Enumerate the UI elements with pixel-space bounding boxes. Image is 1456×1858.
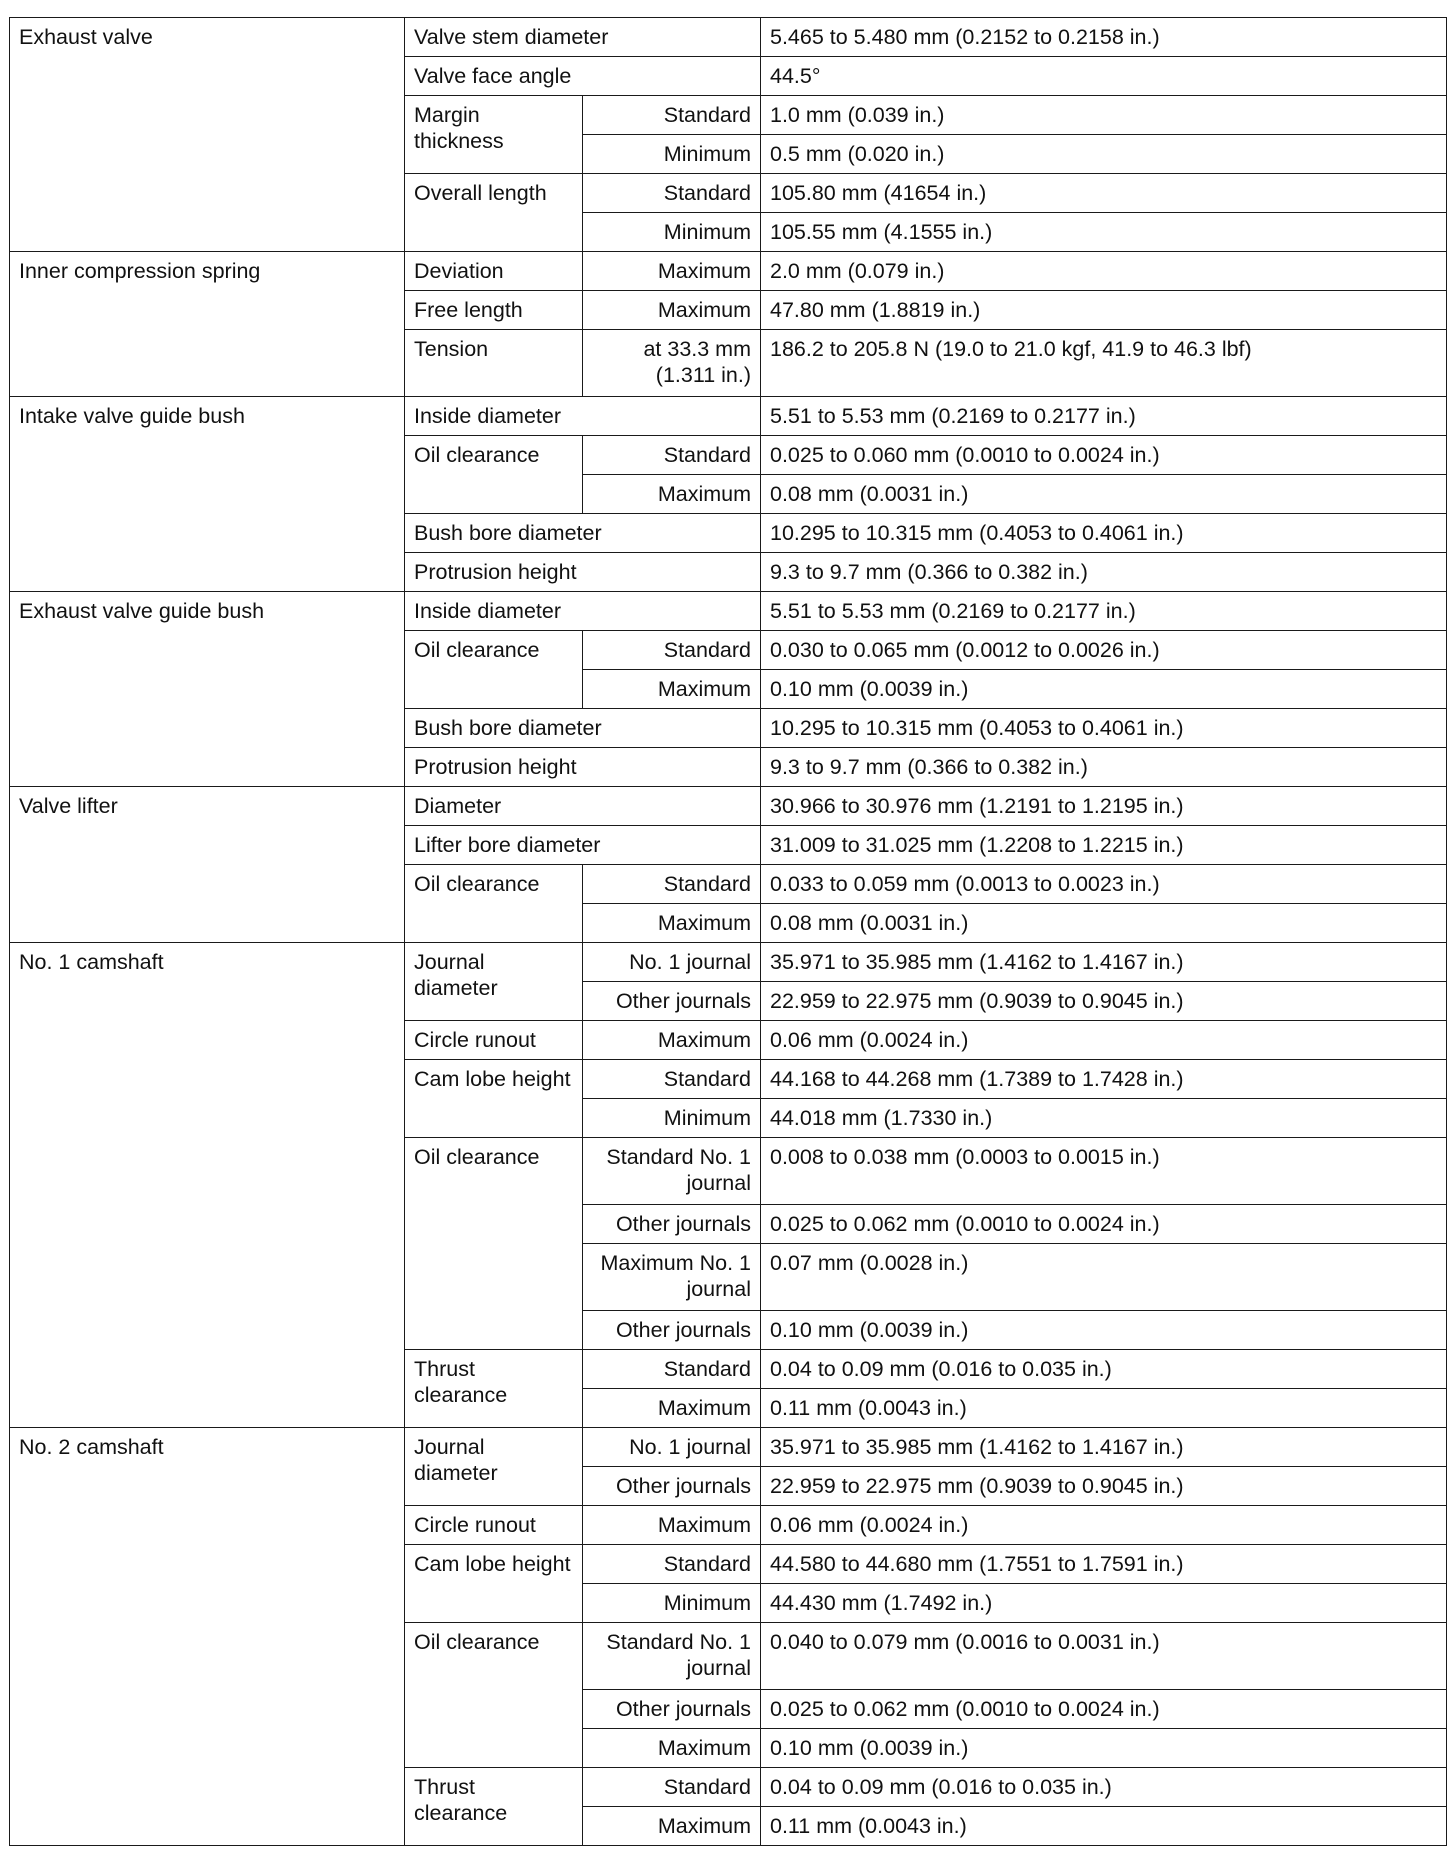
- condition-cell: Standard: [583, 1060, 761, 1099]
- item-name: Overall length: [405, 174, 583, 252]
- item-name: Tension: [405, 330, 583, 397]
- spec-value: 0.06 mm (0.0024 in.): [761, 1021, 1447, 1060]
- spec-value: 5.51 to 5.53 mm (0.2169 to 0.2177 in.): [761, 592, 1447, 631]
- condition-cell: Maximum: [583, 475, 761, 514]
- item-name: Oil clearance: [405, 865, 583, 943]
- item-name: Diameter: [405, 787, 761, 826]
- condition-cell: Maximum: [583, 1506, 761, 1545]
- item-name: Journal diameter: [405, 1428, 583, 1506]
- condition-cell: Maximum: [583, 1021, 761, 1060]
- spec-value: 105.55 mm (4.1555 in.): [761, 213, 1447, 252]
- condition-cell: No. 1 journal: [583, 1428, 761, 1467]
- table-row: [10, 592, 1447, 631]
- condition-cell: Other journals: [583, 1467, 761, 1506]
- condition-cell: Standard: [583, 436, 761, 475]
- item-name: Valve face angle: [405, 57, 761, 96]
- condition-cell: Standard: [583, 1768, 761, 1807]
- spec-value: 5.465 to 5.480 mm (0.2152 to 0.2158 in.): [761, 18, 1447, 57]
- spec-value: 5.51 to 5.53 mm (0.2169 to 0.2177 in.): [761, 397, 1447, 436]
- item-name: Free length: [405, 291, 583, 330]
- spec-value: 0.07 mm (0.0028 in.): [761, 1244, 1447, 1311]
- spec-value: 0.025 to 0.060 mm (0.0010 to 0.0024 in.): [761, 436, 1447, 475]
- spec-value: 10.295 to 10.315 mm (0.4053 to 0.4061 in.): [761, 709, 1447, 748]
- item-name: Margin thickness: [405, 96, 583, 174]
- condition-cell: Maximum: [583, 904, 761, 943]
- condition-cell: Standard: [583, 1545, 761, 1584]
- spec-value: 2.0 mm (0.079 in.): [761, 252, 1447, 291]
- condition-cell: Maximum: [583, 252, 761, 291]
- condition-cell: Standard No. 1 journal: [583, 1138, 761, 1205]
- condition-cell: Maximum: [583, 1807, 761, 1846]
- condition-cell: Other journals: [583, 982, 761, 1021]
- condition-cell: Other journals: [583, 1690, 761, 1729]
- spec-value: 0.11 mm (0.0043 in.): [761, 1389, 1447, 1428]
- specification-table: [9, 17, 1447, 1846]
- condition-cell: Maximum: [583, 1389, 761, 1428]
- spec-value: 35.971 to 35.985 mm (1.4162 to 1.4167 in.): [761, 1428, 1447, 1467]
- condition-cell: No. 1 journal: [583, 943, 761, 982]
- item-name: Bush bore diameter: [405, 709, 761, 748]
- component-name: Inner compression spring: [10, 252, 405, 397]
- item-name: Oil clearance: [405, 1138, 583, 1350]
- item-name: Oil clearance: [405, 1623, 583, 1768]
- table-row: [10, 943, 1447, 982]
- spec-value: 10.295 to 10.315 mm (0.4053 to 0.4061 in.): [761, 514, 1447, 553]
- condition-cell: Standard: [583, 96, 761, 135]
- item-name: Protrusion height: [405, 553, 761, 592]
- item-name: Journal diameter: [405, 943, 583, 1021]
- spec-value: 186.2 to 205.8 N (19.0 to 21.0 kgf, 41.9 to 46.3 lbf): [761, 330, 1447, 397]
- spec-value: 44.018 mm (1.7330 in.): [761, 1099, 1447, 1138]
- table-row: [10, 18, 1447, 57]
- condition-cell: Standard: [583, 631, 761, 670]
- spec-value: 0.008 to 0.038 mm (0.0003 to 0.0015 in.): [761, 1138, 1447, 1205]
- spec-value: 44.5°: [761, 57, 1447, 96]
- spec-value: 0.5 mm (0.020 in.): [761, 135, 1447, 174]
- condition-cell: Minimum: [583, 1584, 761, 1623]
- spec-value: 0.10 mm (0.0039 in.): [761, 1311, 1447, 1350]
- item-name: Thrust clearance: [405, 1350, 583, 1428]
- specification-table-body: [10, 18, 1447, 1846]
- condition-cell: Maximum: [583, 670, 761, 709]
- item-name: Lifter bore diameter: [405, 826, 761, 865]
- spec-value: 0.040 to 0.079 mm (0.0016 to 0.0031 in.): [761, 1623, 1447, 1690]
- spec-value: 1.0 mm (0.039 in.): [761, 96, 1447, 135]
- condition-cell: Other journals: [583, 1311, 761, 1350]
- spec-value: 0.11 mm (0.0043 in.): [761, 1807, 1447, 1846]
- item-name: Cam lobe height: [405, 1060, 583, 1138]
- item-name: Protrusion height: [405, 748, 761, 787]
- spec-value: 35.971 to 35.985 mm (1.4162 to 1.4167 in.): [761, 943, 1447, 982]
- spec-value: 105.80 mm (41654 in.): [761, 174, 1447, 213]
- component-name: No. 1 camshaft: [10, 943, 405, 1428]
- spec-value: 0.025 to 0.062 mm (0.0010 to 0.0024 in.): [761, 1690, 1447, 1729]
- item-name: Circle runout: [405, 1506, 583, 1545]
- spec-value: 22.959 to 22.975 mm (0.9039 to 0.9045 in.): [761, 1467, 1447, 1506]
- spec-table-container: [9, 17, 1447, 1846]
- spec-value: 44.168 to 44.268 mm (1.7389 to 1.7428 in.): [761, 1060, 1447, 1099]
- item-name: Valve stem diameter: [405, 18, 761, 57]
- condition-cell: Maximum: [583, 1729, 761, 1768]
- spec-value: 0.10 mm (0.0039 in.): [761, 1729, 1447, 1768]
- spec-value: 0.06 mm (0.0024 in.): [761, 1506, 1447, 1545]
- table-row: [10, 1428, 1447, 1467]
- item-name: Inside diameter: [405, 397, 761, 436]
- spec-value: 0.10 mm (0.0039 in.): [761, 670, 1447, 709]
- spec-value: 9.3 to 9.7 mm (0.366 to 0.382 in.): [761, 553, 1447, 592]
- item-name: Inside diameter: [405, 592, 761, 631]
- condition-cell: Maximum No. 1 journal: [583, 1244, 761, 1311]
- condition-cell: Minimum: [583, 1099, 761, 1138]
- spec-value: 0.04 to 0.09 mm (0.016 to 0.035 in.): [761, 1350, 1447, 1389]
- table-row: [10, 252, 1447, 291]
- item-name: Bush bore diameter: [405, 514, 761, 553]
- spec-value: 44.430 mm (1.7492 in.): [761, 1584, 1447, 1623]
- spec-value: 0.030 to 0.065 mm (0.0012 to 0.0026 in.): [761, 631, 1447, 670]
- item-name: Thrust clearance: [405, 1768, 583, 1846]
- table-row: [10, 397, 1447, 436]
- condition-cell: Standard: [583, 865, 761, 904]
- condition-cell: Other journals: [583, 1205, 761, 1244]
- component-name: No. 2 camshaft: [10, 1428, 405, 1846]
- item-name: Oil clearance: [405, 436, 583, 514]
- condition-cell: Standard: [583, 174, 761, 213]
- spec-value: 0.025 to 0.062 mm (0.0010 to 0.0024 in.): [761, 1205, 1447, 1244]
- item-name: Deviation: [405, 252, 583, 291]
- spec-value: 0.033 to 0.059 mm (0.0013 to 0.0023 in.): [761, 865, 1447, 904]
- spec-value: 22.959 to 22.975 mm (0.9039 to 0.9045 in.): [761, 982, 1447, 1021]
- condition-cell: Maximum: [583, 291, 761, 330]
- spec-value: 44.580 to 44.680 mm (1.7551 to 1.7591 in.): [761, 1545, 1447, 1584]
- spec-value: 0.04 to 0.09 mm (0.016 to 0.035 in.): [761, 1768, 1447, 1807]
- item-name: Circle runout: [405, 1021, 583, 1060]
- spec-value: 0.08 mm (0.0031 in.): [761, 475, 1447, 514]
- condition-cell: Standard: [583, 1350, 761, 1389]
- item-name: Oil clearance: [405, 631, 583, 709]
- component-name: Exhaust valve: [10, 18, 405, 252]
- item-name: Cam lobe height: [405, 1545, 583, 1623]
- spec-value: 31.009 to 31.025 mm (1.2208 to 1.2215 in.): [761, 826, 1447, 865]
- table-row: [10, 787, 1447, 826]
- spec-value: 9.3 to 9.7 mm (0.366 to 0.382 in.): [761, 748, 1447, 787]
- condition-cell: Minimum: [583, 213, 761, 252]
- spec-value: 47.80 mm (1.8819 in.): [761, 291, 1447, 330]
- spec-value: 0.08 mm (0.0031 in.): [761, 904, 1447, 943]
- condition-cell: Minimum: [583, 135, 761, 174]
- component-name: Exhaust valve guide bush: [10, 592, 405, 787]
- condition-cell: Standard No. 1 journal: [583, 1623, 761, 1690]
- component-name: Intake valve guide bush: [10, 397, 405, 592]
- condition-cell: at 33.3 mm (1.311 in.): [583, 330, 761, 397]
- component-name: Valve lifter: [10, 787, 405, 943]
- spec-value: 30.966 to 30.976 mm (1.2191 to 1.2195 in.): [761, 787, 1447, 826]
